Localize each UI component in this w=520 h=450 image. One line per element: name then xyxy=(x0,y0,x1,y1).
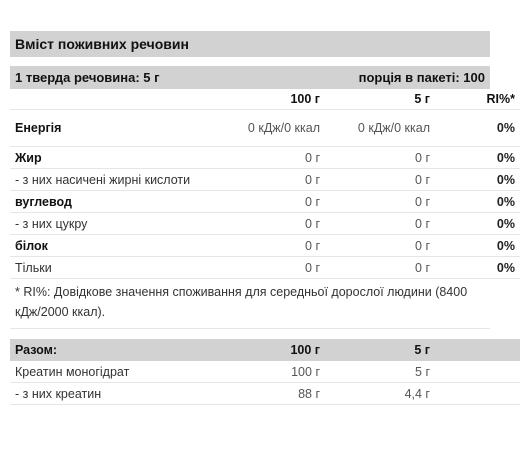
nutrient-name: білок xyxy=(10,235,240,257)
ri-footnote xyxy=(10,279,490,329)
ri-percent: 0% xyxy=(435,169,520,191)
table-row xyxy=(10,147,520,169)
table-row xyxy=(10,213,520,235)
value-per-5g: 0 г xyxy=(325,191,435,213)
blank-cell xyxy=(435,383,520,405)
nutrition-panel xyxy=(10,31,515,405)
value-per-5g: 0 г xyxy=(325,257,435,279)
nutrient-name: Жир xyxy=(10,147,240,169)
value-per-100g: 0 г xyxy=(240,191,325,213)
value-per-100g: 0 г xyxy=(240,235,325,257)
nutrition-title: Вміст поживних речовин xyxy=(10,31,490,57)
totals-header-5g: 5 г xyxy=(325,339,435,361)
totals-header-blank xyxy=(435,339,520,361)
value-per-100g: 0 г xyxy=(240,213,325,235)
table-row xyxy=(10,383,520,405)
table-row xyxy=(10,361,520,383)
nutrient-name: вуглевод xyxy=(10,191,240,213)
column-header-blank xyxy=(10,89,240,110)
amount-per-5g: 4,4 г xyxy=(325,383,435,405)
ri-percent: 0% xyxy=(435,235,520,257)
value-per-100g: 0 кДж/0 ккал xyxy=(240,110,325,147)
spacer xyxy=(10,57,490,66)
column-header-ri: RI%* xyxy=(435,89,520,110)
serving-label: 1 тверда речовина: 5 г xyxy=(15,70,160,85)
value-per-100g: 0 г xyxy=(240,257,325,279)
nutrient-name: Енергія xyxy=(10,110,240,147)
table-row xyxy=(10,110,520,147)
column-header-row xyxy=(10,89,520,110)
table-row xyxy=(10,235,520,257)
value-per-5g: 0 кДж/0 ккал xyxy=(325,110,435,147)
value-per-5g: 0 г xyxy=(325,169,435,191)
ri-percent: 0% xyxy=(435,257,520,279)
table-row xyxy=(10,257,520,279)
ingredient-name: - з них креатин xyxy=(10,383,240,405)
amount-per-100g: 100 г xyxy=(240,361,325,383)
serving-bar xyxy=(10,66,490,89)
totals-header-100g: 100 г xyxy=(240,339,325,361)
servings-per-pack: порція в пакеті: 100 xyxy=(358,70,485,85)
totals-table xyxy=(10,339,520,405)
blank-cell xyxy=(435,361,520,383)
spacer xyxy=(10,329,490,339)
table-row xyxy=(10,191,520,213)
ri-percent: 0% xyxy=(435,213,520,235)
value-per-5g: 0 г xyxy=(325,235,435,257)
nutrient-name: Тільки xyxy=(10,257,240,279)
value-per-100g: 0 г xyxy=(240,169,325,191)
nutrient-name: - з них насичені жирні кислоти xyxy=(10,169,240,191)
ri-percent: 0% xyxy=(435,191,520,213)
footnote-text: Довідкове значення споживання для середньої дорослої людини (8400 кДж/2000 ккал). xyxy=(15,285,468,319)
column-header-5g: 5 г xyxy=(325,89,435,110)
amount-per-5g: 5 г xyxy=(325,361,435,383)
value-per-5g: 0 г xyxy=(325,213,435,235)
value-per-100g: 0 г xyxy=(240,147,325,169)
ingredient-name: Креатин моногідрат xyxy=(10,361,240,383)
totals-header-label: Разом: xyxy=(10,339,240,361)
ri-percent: 0% xyxy=(435,110,520,147)
value-per-5g: 0 г xyxy=(325,147,435,169)
footnote-prefix: * RI%: xyxy=(15,285,51,299)
amount-per-100g: 88 г xyxy=(240,383,325,405)
nutrition-table xyxy=(10,89,520,279)
ri-percent: 0% xyxy=(435,147,520,169)
totals-header-row xyxy=(10,339,520,361)
nutrient-name: - з них цукру xyxy=(10,213,240,235)
table-row xyxy=(10,169,520,191)
column-header-100g: 100 г xyxy=(240,89,325,110)
